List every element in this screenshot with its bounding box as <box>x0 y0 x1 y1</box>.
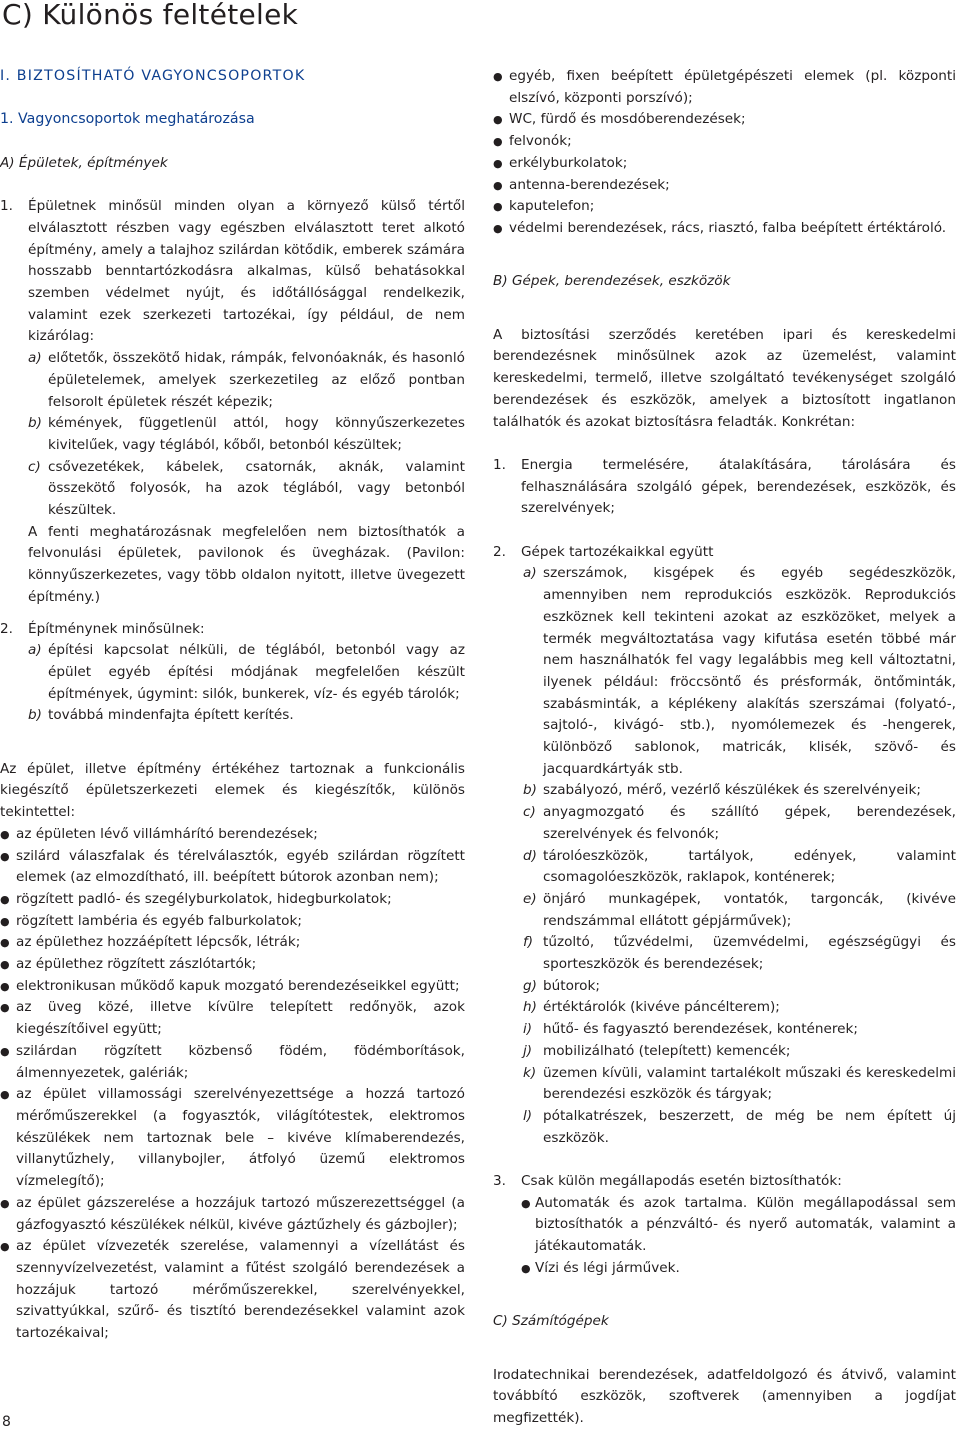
item-text: szabályozó, mérő, vezérlő készülékek és szerelvényeik; <box>543 782 921 799</box>
bullet-icon: ● <box>493 113 503 127</box>
bullet-text: WC, fürdő és mosdóberendezések; <box>509 111 746 128</box>
item-text: Csak külön megállapodás esetén biztosíthatók: <box>521 1173 842 1190</box>
numbered-item-1 <box>493 455 956 520</box>
lettered-item <box>0 348 465 413</box>
bullet-text: az épület gázszerelése a hozzájuk tartozó műszerezettséggel (a gázfogyasztó készülékek nélkül, kivéve gáztűzhely és gázbojler); <box>16 1194 465 1233</box>
paragraph: A biztosítási szerződés keretében ipari és kereskedelmi berendezésnek minősülnek azok az üzemelést, valamint kereskedelmi, termelő, illetve szolgáltató tevékenységet szolgáló berendezések és eszközök, amelyek a biztosított ingatlanon találhatók és azokat biztosításra feladták. Konkrétan: <box>493 326 956 430</box>
item-letter: c) <box>28 458 41 475</box>
item-number: 2. <box>0 620 13 637</box>
item-number: 1. <box>493 456 506 473</box>
right-column <box>493 66 956 1430</box>
bullet-item <box>0 1041 465 1084</box>
subsection-c-heading: C) Számítógépek <box>493 1313 609 1330</box>
subsection-a-heading: A) Épületek, építmények <box>0 154 168 171</box>
bullet-item <box>0 954 465 976</box>
bullet-text: az épülethez rögzített zászlótartók; <box>16 956 257 973</box>
bullet-item <box>0 824 465 846</box>
bullet-item <box>493 131 956 153</box>
bullet-item <box>493 1193 956 1258</box>
item-text: Építménynek minősülnek: <box>28 620 205 637</box>
bullet-text: szilárd válaszfalak és térelválasztók, egyéb szilárdan rögzített elemek (az elmozdítható, ill. beépített bútorok azonban nem); <box>16 847 465 886</box>
bullet-text: egyéb, fixen beépített épületgépészeti elemek (pl. központi elszívó, központi porszívó); <box>509 68 956 106</box>
bullet-icon: ● <box>0 1196 10 1210</box>
item-text: üzemen kívüli, valamint tartalékolt műszaki és kereskedelmi berendezési eszközök és tárgyak; <box>543 1064 956 1103</box>
item-number: 2. <box>493 543 506 560</box>
item-text: csővezetékek, kábelek, csatornák, aknák, valamint összekötő folyosók, ha azok téglából, vagy betonból készültek. <box>48 458 465 519</box>
lettered-item <box>493 563 956 780</box>
bullet-icon: ● <box>0 892 10 906</box>
bullet-item <box>0 1084 465 1193</box>
item-letter: c) <box>523 804 536 821</box>
bullet-icon: ● <box>521 1196 531 1210</box>
bullet-list <box>493 66 956 240</box>
item-text: értéktárolók (kivéve páncélterem); <box>543 999 780 1016</box>
page-title: C) Különös feltételek <box>2 0 299 31</box>
bullet-icon: ● <box>493 178 503 192</box>
lettered-item <box>493 802 956 845</box>
bullet-item <box>493 175 956 197</box>
bullet-text: az épület villamossági szerelvényezettsége a hozzá tartozó mérőműszerekkel (a fogyasztók, világítótestek, elektromos készülékek nem tartoznak bele – kivéve klímaberendezés, villanytűzhely, villanybojler, átfolyó üzemű elektromos vízmelegítő); <box>16 1086 465 1190</box>
bullet-item <box>0 997 465 1040</box>
bullet-icon: ● <box>493 70 503 83</box>
bullet-text: rögzített lambéria és egyéb falburkolatok; <box>16 912 302 929</box>
lettered-item <box>0 457 465 522</box>
item-letter: a) <box>28 350 42 367</box>
item-letter: b) <box>28 415 42 432</box>
bullet-icon: ● <box>521 1261 531 1275</box>
item-letter: f) <box>523 934 534 951</box>
bullet-text: az épülethez hozzáépített lépcsők, létrák; <box>16 934 301 951</box>
item-letter: l) <box>523 1107 533 1124</box>
item-text: Épületnek minősül minden olyan a környező külső tértől elválasztott részben vagy egészben elválasztott teret alkotó építmény, amely a talajhoz szilárdan kötődik, emberek számára hosszabb benntartózkodásra alkalmas, külső behatásokkal szemben védelmet nyújt, és időtállósággal rendelkezik, valamint ezek szerkezeti tartozékai, így például, de nem kizárólag: <box>28 198 465 345</box>
item-text: hűtő- és fagyasztó berendezések, konténerek; <box>543 1021 858 1038</box>
bullet-text: az épületen lévő villámhárító berendezések; <box>16 825 318 842</box>
section-heading: I. BIZTOSÍTHATÓ VAGYONCSOPORTOK <box>0 68 306 84</box>
lettered-item <box>493 846 956 889</box>
item-letter: g) <box>523 977 537 994</box>
bullet-text: felvonók; <box>509 133 572 150</box>
bullet-text: szilárdan rögzített közbenső födém, födémborítások, álmennyezetek, galériák; <box>16 1042 465 1081</box>
bullet-item <box>0 1193 465 1236</box>
bullet-text: rögzített padló- és szegélyburkolatok, hidegburkolatok; <box>16 890 392 907</box>
lettered-item <box>493 1019 956 1041</box>
numbered-item-1 <box>0 196 465 348</box>
lettered-item <box>0 413 465 456</box>
bullet-icon: ● <box>0 1001 10 1015</box>
item-text: Energia termelésére, átalakítására, tárolására és felhasználására szolgáló gépek, berendezések, eszközök, és szerelvények; <box>521 456 956 517</box>
bullet-text: erkélyburkolatok; <box>509 154 628 171</box>
item-text: mobilizálható (telepített) kemencék; <box>543 1042 791 1059</box>
paragraph: Irodatechnikai berendezések, adatfeldolgozó és átvivő, valamint továbbító eszközök, szoftverek (amennyiben a jogdíjat megfizették). <box>493 1366 956 1427</box>
lettered-item <box>493 780 956 802</box>
bullet-list <box>493 1193 956 1280</box>
bullet-icon: ● <box>0 936 10 950</box>
bullet-item <box>0 846 465 889</box>
lettered-item <box>493 1106 956 1149</box>
bullet-item <box>493 153 956 175</box>
item-letter: b) <box>523 782 537 799</box>
item-text: önjáró munkagépek, vontatók, targoncák, (kivéve rendszámmal ellátott gépjárművek); <box>543 890 956 929</box>
subsection-b-heading: B) Gépek, berendezések, eszközök <box>493 273 731 290</box>
bullet-text: védelmi berendezések, rács, riasztó, falba beépített értéktároló. <box>509 219 947 236</box>
lettered-item <box>0 705 465 727</box>
lettered-item <box>493 1041 956 1063</box>
item-letter: j) <box>523 1042 533 1059</box>
numbered-item-3 <box>493 1171 956 1193</box>
item-text: építési kapcsolat nélküli, de téglából, betonból vagy az épület egyéb építési módjának megfelelően készült építmények, úgymint: silók, bunkerek, víz- és egyéb tárolók; <box>48 642 465 702</box>
bullet-item <box>493 66 956 109</box>
bullet-icon: ● <box>0 1088 10 1102</box>
bullet-item <box>0 911 465 933</box>
bullet-item <box>493 1258 956 1280</box>
bullet-icon: ● <box>0 849 10 863</box>
item-text: szerszámok, kisgépek és egyéb segédeszközök, amennyiben nem reprodukciós eszközök. Reprodukciós eszköznek kell tekinteni azokat az eszközöket, melyek a termék megváltoztatása vagy kifutása esetén többé már nem használhatók fel vagy legalábbis meg kell változtatni, ilyenek például: fröccsöntő és présformák, öntőminták, szabásminták, a képlékeny alakítás szerszámai (folyató-, sajtoló-, kivágó- stb.), nyomólemezek és -hengerek, különböző sablonok, matricák, klisék, szövő- és jacquardkártyák stb. <box>543 565 956 777</box>
bullet-list <box>0 824 465 1345</box>
lettered-item <box>493 932 956 975</box>
bullet-text: kaputelefon; <box>509 198 595 215</box>
bullet-item <box>493 218 956 240</box>
item-letter: i) <box>523 1021 533 1038</box>
bullet-item <box>493 109 956 131</box>
lettered-item <box>493 1063 956 1106</box>
item-letter: h) <box>523 999 537 1016</box>
item-text: bútorok; <box>543 977 600 994</box>
bullet-text: Vízi és légi járművek. <box>535 1259 680 1276</box>
page-number: 8 <box>2 1414 11 1430</box>
item-letter: b) <box>28 707 42 724</box>
bullet-item <box>0 1236 465 1345</box>
bullet-icon: ● <box>493 135 503 149</box>
lettered-item <box>493 997 956 1019</box>
bullet-icon: ● <box>493 200 503 214</box>
paragraph: A fenti meghatározásnak megfelelően nem biztosíthatók a felvonulási épületek, pavilonok és üvegházak. (Pavilon: könnyűszerkezetes, vagy több oldalon nyitott, illetve üvegezett építmény.) <box>28 523 465 605</box>
item-letter: a) <box>523 565 537 582</box>
item-text: pótalkatrészek, beszerzett, de még be nem épített új eszközök. <box>543 1107 956 1146</box>
item-text: anyagmozgató és szállító gépek, berendezések, szerelvények és felvonók; <box>543 804 956 842</box>
bullet-icon: ● <box>0 827 10 841</box>
bullet-item <box>0 932 465 954</box>
bullet-icon: ● <box>0 1240 10 1254</box>
bullet-text: antenna-berendezések; <box>509 176 670 193</box>
lettered-item <box>0 640 465 705</box>
item-text: tűzoltó, tűzvédelmi, üzemvédelmi, egészségügyi és sporteszközök és berendezések; <box>543 934 956 973</box>
bullet-item <box>0 889 465 911</box>
item-text: Gépek tartozékaikkal együtt <box>521 543 714 560</box>
paragraph: Az épület, illetve építmény értékéhez tartoznak a funkcionális kiegészítő épületszerkezeti elemek és kiegészítők, különös tekintettel: <box>0 760 465 821</box>
bullet-icon: ● <box>493 221 503 235</box>
bullet-item <box>493 196 956 218</box>
bullet-icon: ● <box>0 979 10 993</box>
bullet-text: az üveg közé, illetve kívülre telepített redőnyök, azok kiegészítőivel együtt; <box>16 999 465 1038</box>
bullet-item <box>0 976 465 998</box>
lettered-list <box>493 563 956 1149</box>
bullet-icon: ● <box>0 914 10 928</box>
item-text: továbbá mindenfajta épített kerítés. <box>48 707 294 724</box>
lettered-item <box>493 889 956 932</box>
bullet-text: az épület vízvezeték szerelése, valamennyi a vízellátást és szennyvízelvezetést, valamint a fűtést szolgáló berendezések a hozzájuk tartozó mérőműszerekkel, szerelvényekkel, szivattyúkkal, szűrő- és tisztító berendezésekkel valamint azok tartozékaival; <box>16 1238 465 1342</box>
bullet-icon: ● <box>493 156 503 170</box>
item-number: 1. <box>0 198 13 215</box>
item-text: tárolóeszközök, tartályok, edények, valamint csomagolóeszközök, raklapok, konténerek; <box>543 847 956 886</box>
bullet-icon: ● <box>0 958 10 972</box>
item-letter: e) <box>523 890 537 907</box>
item-number: 3. <box>493 1173 506 1190</box>
item-letter: k) <box>523 1064 537 1081</box>
numbered-item-2 <box>493 542 956 564</box>
item-letter: d) <box>523 847 537 864</box>
subsection-heading: 1. Vagyoncsoportok meghatározása <box>0 111 255 128</box>
numbered-item-2 <box>0 619 465 641</box>
bullet-text: Automaták és azok tartalma. Külön megállapodással sem biztosíthatók a pénzváltó- és nyerő automaták, valamint a játékautomaták. <box>535 1194 956 1255</box>
lettered-item <box>493 976 956 998</box>
bullet-icon: ● <box>0 1044 10 1058</box>
item-text: előtetők, összekötő hidak, rámpák, felvonóaknák, és hasonló épületelemek, amelyek szerkezetileg az előző pontban felsorolt épületek részét képezik; <box>48 350 465 410</box>
item-letter: a) <box>28 642 42 659</box>
item-text: kémények, függetlenül attól, hogy könnyűszerkezetes kivitelűek, vagy téglából, kőből, betonból készültek; <box>48 415 465 453</box>
bullet-text: elektronikusan működő kapuk mozgató berendezéseikkel együtt; <box>16 977 460 994</box>
left-column <box>0 66 465 1345</box>
